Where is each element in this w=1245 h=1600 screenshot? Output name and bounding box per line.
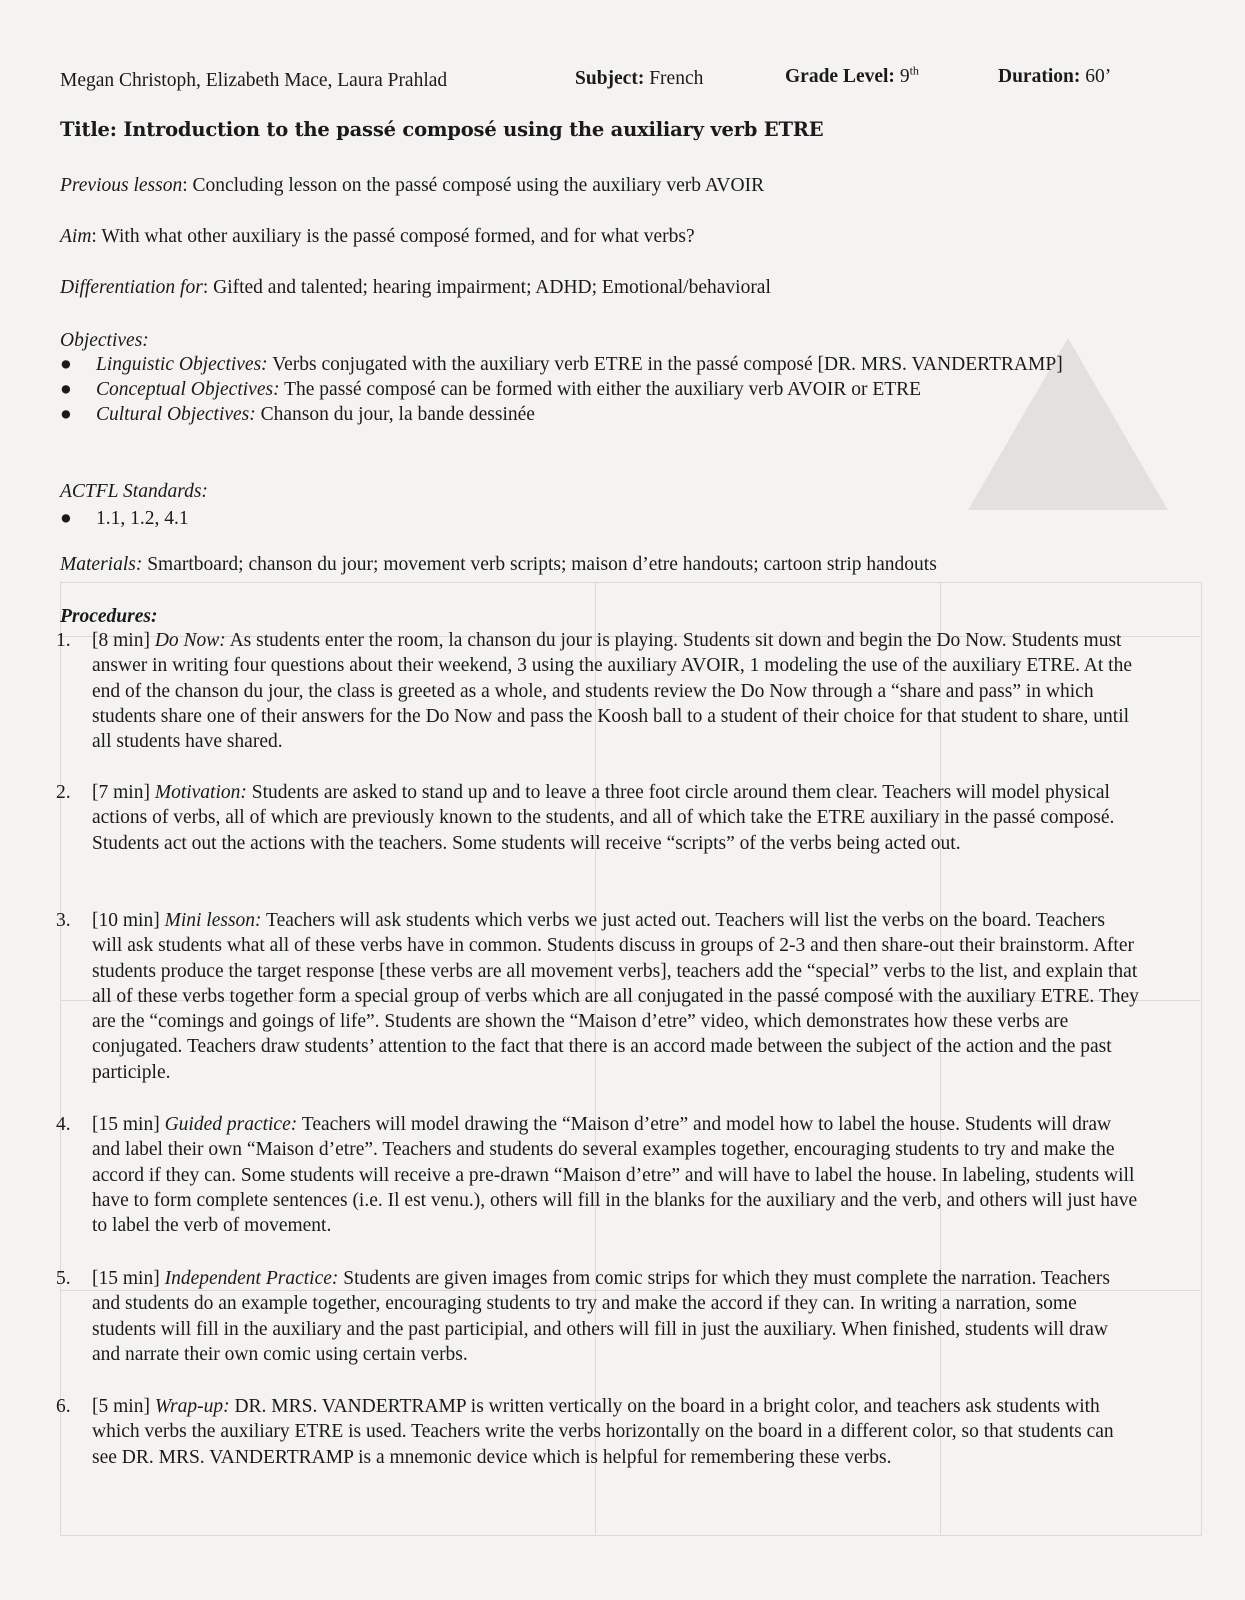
duration: Duration: 60’ (998, 66, 1112, 87)
list-item: ● Conceptual Objectives: The passé composé can be formed with either the auxiliary verb AVOIR or ETRE (60, 379, 922, 400)
previous-lesson: Previous lesson: Concluding lesson on the passé composé using the auxiliary verb AVOIR (60, 175, 765, 196)
header (60, 63, 1170, 96)
page-title: Title: Introduction to the passé composé using the auxiliary verb ETRE (60, 118, 824, 141)
procedure-step: 1. [8 min] Do Now: As students enter the room, la chanson du jour is playing. Students sit down and begin the Do Now. Students must answer in writing four questions about their weekend, 3 using the auxiliary AVOIR, 1 modeling the use of the auxiliary ETRE. At the end of the chanson du jour, the class is greeted as a whole, and students review the Do Now through a “share and pass” in which students share one of their answers for the Do Now and pass the Koosh ball to a student of their choice for that student to share, until all students have shared. (56, 630, 1132, 753)
procedure-step: 3. [10 min] Mini lesson: Teachers will ask students which verbs we just acted out. Teachers will list the verbs on the board. Teachers will ask students what all of these verbs have in common. Students discuss in groups of 2-3 and then share-out their brainstorm. After students produce the target response [these verbs are all movement verbs], teachers add the “special” verbs to the list, and explain that all of these verbs together form a special group of verbs which are all conjugated in the passé composé with the auxiliary ETRE. They are the “comings and goings of life”. Students are shown the “Maison d’etre” video, which demonstrates how these verbs are conjugated. Teachers draw students’ attention to the fact that there is an accord made between the subject of the action and the past participle. (56, 910, 1139, 1083)
list-item: ● Linguistic Objectives: Verbs conjugated with the auxiliary verb ETRE in the passé composé [DR. MRS. VANDERTRAMP] (60, 354, 1063, 375)
standards-heading: ACTFL Standards: (60, 481, 208, 502)
aim: Aim: With what other auxiliary is the passé composé formed, and for what verbs? (60, 226, 695, 247)
standards-list (60, 506, 1160, 531)
objectives-heading: Objectives: (60, 330, 149, 351)
grade-level: Grade Level: 9th (785, 63, 919, 87)
procedure-step: 4. [15 min] Guided practice: Teachers will model drawing the “Maison d’etre” and model how to label the house. Students will draw and label their own “Maison d’etre”. Teachers and students do several examples together, encouraging students to try and make the accord if they can. Some students will receive a pre-drawn “Maison d’etre” and will have to label the house. In labeling, students will have to form complete sentences (i.e. Il est venu.), others will fill in the blanks for the auxiliary and the verb, and others will just have to label the verb of movement. (56, 1114, 1138, 1237)
list-item: ● 1.1, 1.2, 4.1 (60, 508, 189, 529)
subject: Subject: French (575, 68, 704, 89)
objectives-list (60, 352, 1160, 427)
authors: Megan Christoph, Elizabeth Mace, Laura Prahlad (60, 70, 448, 91)
procedures-heading: Procedures: (60, 606, 158, 627)
materials: Materials: Smartboard; chanson du jour; movement verb scripts; maison d’etre handouts; cartoon strip handouts (60, 554, 937, 575)
procedure-step: 5. [15 min] Independent Practice: Students are given images from comic strips for which they must complete the narration. Teachers and students do an example together, encouraging students to try and make the accord if they can. In writing a narration, some students will fill in the auxiliary and the past participial, and others will fill in just the auxiliary. When finished, students will draw and narrate their own comic using certain verbs. (56, 1268, 1110, 1365)
list-item: ● Cultural Objectives: Chanson du jour, la bande dessinée (60, 404, 535, 425)
differentiation: Differentiation for: Gifted and talented; hearing impairment; ADHD; Emotional/behavioral (60, 277, 771, 298)
procedure-step: 2. [7 min] Motivation: Students are asked to stand up and to leave a three foot circle around them clear. Teachers will model physical actions of verbs, all of which are previously known to the students, and all of which take the ETRE auxiliary in the passé composé. Students act out the actions with the teachers. Some students will receive “scripts” of the verbs being acted out. (56, 782, 1115, 854)
procedure-step: 6. [5 min] Wrap-up: DR. MRS. VANDERTRAMP is written vertically on the board in a bright color, and teachers ask students with which verbs the auxiliary ETRE is used. Teachers write the verbs horizontally on the board in a different color, so that students can see DR. MRS. VANDERTRAMP is a mnemonic device which is helpful for remembering these verbs. (56, 1396, 1114, 1468)
